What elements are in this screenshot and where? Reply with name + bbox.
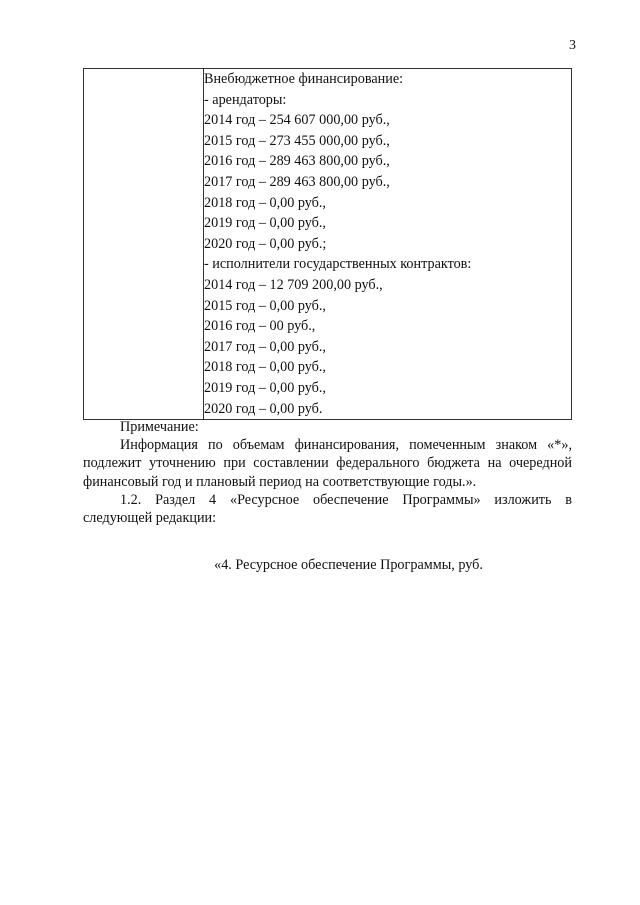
page-number: 3 [569,38,576,53]
table-row [84,69,572,420]
note-paragraph: Информация по объемам финансирования, помеченным знаком «*», подлежит уточнению при составлении федерального бюджета на очередной финансовый год и плановый период на соответствующие годы.». [83,437,572,490]
financing-line: - исполнители государственных контрактов: [204,256,472,273]
financing-line: 2015 год – 0,00 руб., [204,297,326,314]
financing-line: 2014 год – 254 607 000,00 руб., [204,112,390,129]
financing-line: 2020 год – 0,00 руб. [204,400,323,417]
table-cell-empty [84,69,204,420]
financing-line: 2018 год – 0,00 руб., [204,194,326,211]
financing-line: 2016 год – 289 463 800,00 руб., [204,153,390,170]
financing-table [83,68,572,420]
financing-line: 2020 год – 0,00 руб.; [204,235,327,252]
body-text [83,418,572,574]
financing-line: 2016 год – 00 руб., [204,318,316,335]
amendment-paragraph: 1.2. Раздел 4 «Ресурсное обеспечение Программы» изложить в следующей редакции: [83,491,572,527]
financing-line: 2014 год – 12 709 200,00 руб., [204,276,383,293]
table-cell-financing [204,69,572,420]
financing-line: Внебюджетное финансирование: [204,71,404,87]
financing-line: 2018 год – 0,00 руб., [204,359,326,376]
financing-line: 2017 год – 289 463 800,00 руб., [204,173,390,190]
financing-line: 2019 год – 0,00 руб., [204,379,326,396]
financing-line: 2017 год – 0,00 руб., [204,338,326,355]
note-label: Примечание: [120,419,199,435]
financing-line: 2019 год – 0,00 руб., [204,215,326,232]
section-title: «4. Ресурсное обеспечение Программы, руб. [214,557,483,574]
financing-line: 2015 год – 273 455 000,00 руб., [204,132,390,149]
financing-line: - арендаторы: [204,91,287,108]
